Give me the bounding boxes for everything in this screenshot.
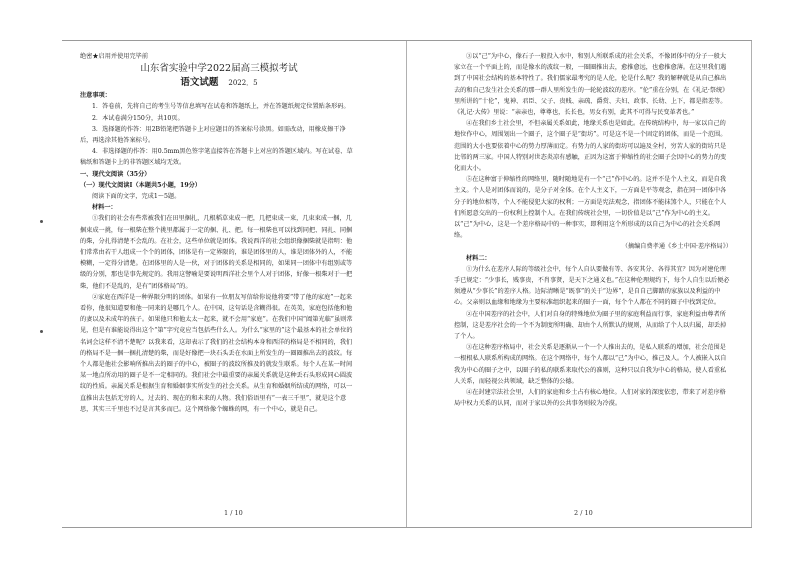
passage-paragraph: ③在这种差序格局中，社会关系是逐渐从一个一个人推出去的，是私人联系的增加，社会范围是一根根私人联系所构成的网络。在这个网络中，每个人都以“己”为中心，推己及人。个人被嵌入以自我为中心的圈子之中，以圈子的私的联系来取代公的准则，这种只以自我为中心的格局，使人看重私人关系，而轻视公共领域，缺乏整体的公德。 <box>454 344 727 385</box>
note-item: 2．本试卷满分150分，共10页。 <box>92 114 184 122</box>
binding-hole-dot <box>40 220 43 223</box>
page-number-left: 1 / 10 <box>224 509 243 517</box>
subject-title <box>80 76 358 90</box>
passage-paragraph: ①我们的社会有些常被我们在田里捆扎，几根稻草束成一把，几把束成一束，几束束成一捆，几捆束成一挑，每一根柴在整个挑里都属于一定的捆、扎、把。每一根柴也可以找到同把、同扎、同捆的柴，分扎得清楚不会乱的。在社会，这些单位就是团体。我说西洋的社会组织像捆柴就是指明：他们常常由若干人组成一个个的团体，团体是有一定界限的，谁是团体里的人，谁是团体外的人，不能模糊，一定得分清楚。在团体里的人是一伙，对于团体的关系是相同的，如果同一团体中有组别或等级的分别，那也是事先规定的。我用这譬喻是要说明西洋社会里个人对于团体，好像一根柴对于一把柴，他们不是乱的，是有“团体格局”的。 <box>80 215 353 290</box>
subject-name: 语文试题 <box>180 77 219 89</box>
left-page <box>80 51 358 415</box>
passage-paragraph: ④在封建宗法社会里，人们的家庭和乡土占有核心地位。人们对家的深度依恋，带来了对差序格局中权力关系的认同，而对于家以外的公共事务则较为冷漠。 <box>454 389 726 408</box>
right-page <box>454 51 732 410</box>
passage-paragraph: ①为什么在差序人际的等级社会中，每个人自认要做有等、各安其分、各得其宜？因为对建伦理手已规定：“少事长，贱事贵，不肖事贤，是天下之通义也。”在这种伦理规约下，每个人自生以后便必须遵从“少事长”的差序人格。边际清晰是“既事”的关于“边界”，是自自己脚踏的家族以及利益的中心。父亲则以血缘和地缘为主要标准组织起来的圈子一面，每个个人都在不同的圈子中找到定位。 <box>454 265 730 307</box>
passage-paragraph: ③以“己”为中心，像石子一般投入水中，和别人所联系成的社会关系，不像团体中的分子一般大家立在一个平面上的，而是像水的波纹一般，一圈圈推出去，愈推愈远，也愈推愈薄。在这里我们遇到了中国社会结构的基本特性了。我们儒家最考究的是人伦，伦是什么呢？我的解释就是从自己推出去的和自己发生社会关系的那一群人里所发生的一轮轮波纹的差序。“伦”重在分别，在《礼记·祭统》里所讲的“十伦”，鬼神、君臣、父子、贵贱、亲疏、爵赏、夫妇、政事、长幼、上下，都是指差等。《礼记·大传》里说：“亲亲也，尊尊也，长长也，男女有别，此其不可得与民变革者也。” <box>454 53 729 117</box>
passage-paragraph: ②在中国差序的社会中，人们对自身的特殊地位为圈子里的家庭利益而行事，家庭利益由尊者所控制，这是差序社会的一个不为制度所明确、却由个人所默认的规则，从而给了个人以归属，却丢掉了个人。 <box>454 310 727 341</box>
passage-paragraph: ⑤在这种富于伸缩性的网络里，随时随地是有一个“己”作中心的。这并不是个人主义，而是自我主义。个人是对团体而说的，是分子对全体。在个人主义下，一方面是平等观念，指在同一团体中各分子的地位相等，个人不能侵犯大家的权利；一方面是宪法观念，指团体不能抹煞个人，只能在个人们所愿意交出的一份权利上控制个人。在我们传统社会里，一切价值是以“己”作为中心的主义。以“己”为中心，这是一个差序格局中的一种事实，即利用这个所形成的以自己为中心的社会关系网络。 <box>454 176 727 240</box>
page-number-right: 2 / 10 <box>574 509 593 517</box>
page-divider <box>406 41 407 527</box>
secret-mark: 绝密★启用并使用完毕前 <box>80 53 149 60</box>
exam-sheet <box>62 40 752 528</box>
exam-date: 2022．5 <box>228 79 258 88</box>
passage-paragraph: ②家庭在西洋是一种界限分明的团体。如果有一位朋友写信给你说他将要“带了他的家庭”一起来看你，他很知道要和他一同来的是哪几个人。在中国，这句话是含糊得很。在英美，家庭包括他和他的妻以及未成年的孩子。如果他只和他太太一起来，就不会用“家庭”。在我们中国“阖第光临”虽则常见，但是有谁能说得出这个“第”字究竟应当包括些什么人。为什么“家里的”这个最基本的社会单位的名词会这样不清不楚呢？以我来看，这却表示了我们的社会结构本身和西洋的格局是不相同的，我们的格局不是一捆一捆扎清楚的柴，而是好像把一块石头丢在水面上所发生的一圈圈推出去的波纹。每个人都是他社会影响所推出去的圈子的中心，被圈子的波纹所推及的就发生联系。每个人在某一时间某一地点所动用的圈子是不一定相同的。我们社会中最重要的亲属关系就是这种丢石头形成同心圆波纹的性质。亲属关系是根据生育和婚姻事实所发生的社会关系。从生育和婚姻所结成的网络，可以一直推出去包括无穷的人，过去的、现在的和未来的人物。我们俗语里有“一表三千里”，就是这个意思，其实三千里也不过是言其多而已。这个网络像个蜘蛛的网，有一个中心，就是自己。 <box>80 293 353 413</box>
material-label: 材料二： <box>466 254 491 262</box>
binding-hole-dot <box>40 330 43 333</box>
school-title: 山东省实验中学2022届高三模拟考试 <box>140 63 298 75</box>
note-item: 4．非选择题的作答：用0.5mm黑色签字笔直接答在答题卡上对应的答题区域内。写在试卷、草稿纸和答题卡上的非答题区域均无效。 <box>80 148 353 167</box>
note-item: 1．答卷前，先将自己的考生号等信息填写在试卷和答题纸上，并在答题纸规定位置贴条形码。 <box>92 103 350 111</box>
subsection-heading: （一）现代文阅读Ⅰ（本题共5小题，19分） <box>80 181 201 189</box>
note-item: 3．选择题的作答：用2B铅笔把答题卡上对应题目的答案标号涂黑。如需改动，用橡皮擦干净后，再选涂其他答案标号。 <box>80 125 346 145</box>
passage-paragraph: ④在我们乡土社会里，不但亲属关系如此，地缘关系也是如此。在传统结构中，每一家以自己的地位作中心，周围划出一个圈子，这个圈子是“街坊”。可是这不是一个固定的团体，而是一个范围。范围的大小也要依着中心的势力厚薄而定。有势力的人家的街坊可以遍及全村，穷苦人家的街坊只是比邻的两三家。中国人特别对世态炎凉有感触，正因为这富于伸缩性的社会圈子会因中心的势力的变化而大小。 <box>454 120 727 173</box>
source-citation: （摘编自费孝通《乡土中国·差序格局》） <box>621 243 732 251</box>
right-edge-line <box>751 41 752 527</box>
reading-instruction: 阅读下面的文字，完成1～5题。 <box>92 193 181 201</box>
material-label: 材料一： <box>92 204 117 212</box>
notes-heading: 注意事项： <box>80 92 111 100</box>
section-heading: 一、现代文阅读（35分） <box>80 170 151 178</box>
